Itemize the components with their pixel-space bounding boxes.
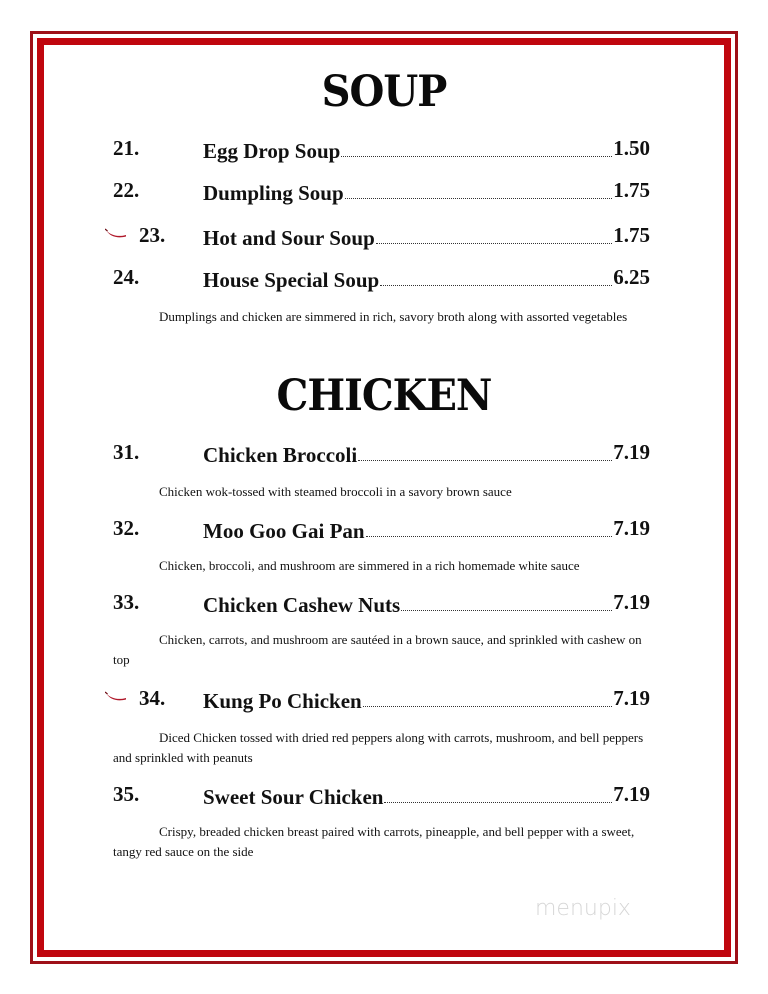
menu-item: [113, 516, 650, 546]
item-description: Chicken, broccoli, and mushroom are simmered in a rich homemade white sauce: [159, 558, 580, 573]
dot-leader: [358, 459, 612, 461]
item-description: Crispy, breaded chicken breast paired with carrots, pineapple, and bell pepper with a sweet, tangy red sauce on the side: [113, 824, 635, 859]
menu-item: [113, 265, 650, 295]
dot-leader: [345, 197, 612, 199]
menu-item: [113, 590, 650, 620]
dot-leader: [376, 242, 612, 244]
item-price: 7.19: [613, 686, 650, 710]
dot-leader: [380, 284, 612, 286]
menu-item: [113, 136, 650, 166]
item-number: 22.: [113, 178, 140, 202]
item-number: 33.: [113, 590, 140, 614]
item-price: 7.19: [613, 440, 650, 464]
dot-leader: [366, 535, 612, 537]
item-name: Sweet Sour Chicken: [203, 785, 384, 809]
item-name: Moo Goo Gai Pan: [203, 519, 365, 543]
item-number: 24.: [113, 265, 140, 289]
item-description: Chicken wok-tossed with steamed broccoli in a savory brown sauce: [159, 484, 512, 499]
chili-pepper-icon: [105, 691, 127, 701]
item-number: 32.: [113, 516, 140, 540]
dot-leader: [363, 705, 612, 707]
menu-item: [113, 178, 650, 208]
menu-item: [113, 440, 650, 470]
item-number: 23.: [139, 223, 166, 247]
item-name: House Special Soup: [203, 268, 380, 292]
item-description: Dumplings and chicken are simmered in rich, savory broth along with assorted vegetables: [159, 309, 628, 324]
item-number: 34.: [139, 686, 166, 710]
section-title-chicken: CHICKEN: [276, 370, 492, 421]
item-number: 31.: [113, 440, 140, 464]
item-price: 7.19: [613, 590, 650, 614]
watermark-logo: menupix: [535, 896, 631, 921]
item-name: Chicken Cashew Nuts: [203, 593, 401, 617]
item-price: 1.75: [613, 223, 650, 247]
item-description: Chicken, carrots, and mushroom are sautéed in a brown sauce, and sprinkled with cashew on top: [113, 632, 642, 667]
item-price: 7.19: [613, 782, 650, 806]
menu-item: [113, 686, 650, 716]
chili-pepper-icon: [105, 228, 127, 238]
menu-item: [113, 223, 650, 253]
item-price: 1.75: [613, 178, 650, 202]
section-title-soup: SOUP: [321, 66, 447, 117]
item-name: Kung Po Chicken: [203, 689, 362, 713]
item-name: Hot and Sour Soup: [203, 226, 375, 250]
item-number: 21.: [113, 136, 140, 160]
item-name: Dumpling Soup: [203, 181, 344, 205]
item-name: Chicken Broccoli: [203, 443, 358, 467]
item-number: 35.: [113, 782, 140, 806]
item-price: 1.50: [613, 136, 650, 160]
menu-item: [113, 782, 650, 812]
item-description: Diced Chicken tossed with dried red peppers along with carrots, mushroom, and bell peppers and sprinkled with peanuts: [113, 730, 644, 765]
item-name: Egg Drop Soup: [203, 139, 341, 163]
dot-leader: [341, 155, 612, 157]
item-price: 6.25: [613, 265, 650, 289]
item-price: 7.19: [613, 516, 650, 540]
dot-leader: [401, 609, 612, 611]
dot-leader: [384, 801, 612, 803]
